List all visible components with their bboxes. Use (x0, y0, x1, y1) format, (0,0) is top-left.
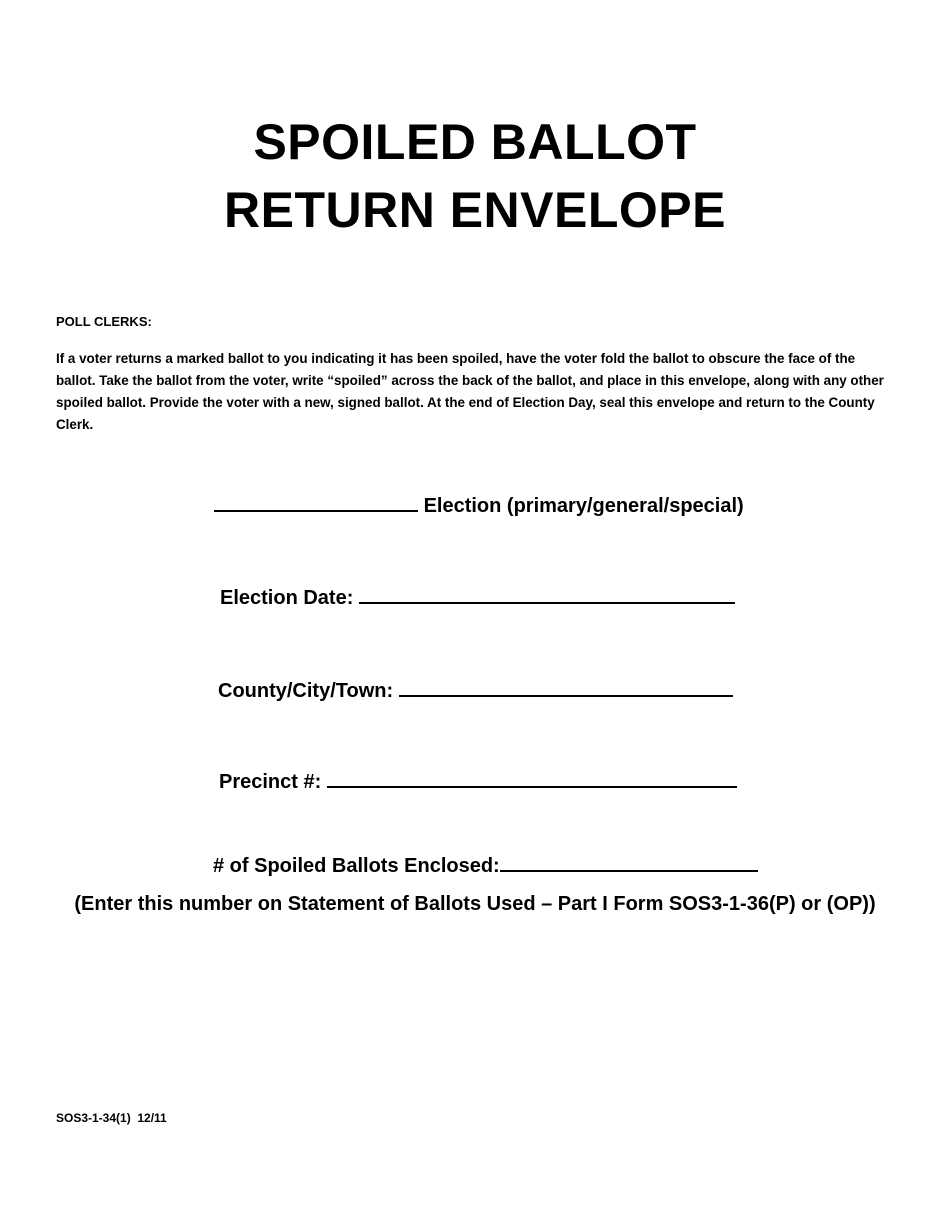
county-blank[interactable] (399, 677, 733, 697)
form-number: SOS3-1-34(1) 12/11 (56, 1111, 167, 1125)
election-date-field (220, 584, 735, 610)
county-label: County/City/Town: (218, 680, 394, 702)
statement-note: (Enter this number on Statement of Ballots Used – Part I Form SOS3-1-36(P) or (OP)) (74, 893, 876, 915)
precinct-label: Precinct #: (219, 771, 322, 793)
page-title (0, 108, 950, 244)
spoiled-count-field (213, 852, 758, 878)
spoiled-count-label: # of Spoiled Ballots Enclosed: (213, 855, 500, 877)
election-date-blank[interactable] (359, 584, 735, 604)
precinct-blank[interactable] (327, 768, 737, 788)
spoiled-count-blank[interactable] (500, 852, 758, 872)
precinct-field (219, 768, 737, 794)
poll-clerks-heading: POLL CLERKS: (56, 314, 152, 329)
county-field (218, 677, 733, 703)
title-line-2: RETURN ENVELOPE (223, 182, 726, 238)
election-type-label: Election (primary/general/special) (423, 495, 744, 517)
election-type-blank[interactable] (214, 492, 418, 512)
instructions-paragraph: If a voter returns a marked ballot to you indicating it has been spoiled, have the voter fold the ballot to obscure the face of the ballot. Take the ballot from the voter, write “spoiled” across the back of the ballot, and place in this envelope, along with any other spoiled ballot. Provide the voter with a new, signed ballot. At the end of Election Day, seal this envelope and return to the County Clerk. (56, 351, 884, 432)
title-line-1: SPOILED BALLOT (253, 114, 697, 170)
election-date-label: Election Date: (220, 587, 354, 609)
election-type-field (214, 492, 744, 518)
